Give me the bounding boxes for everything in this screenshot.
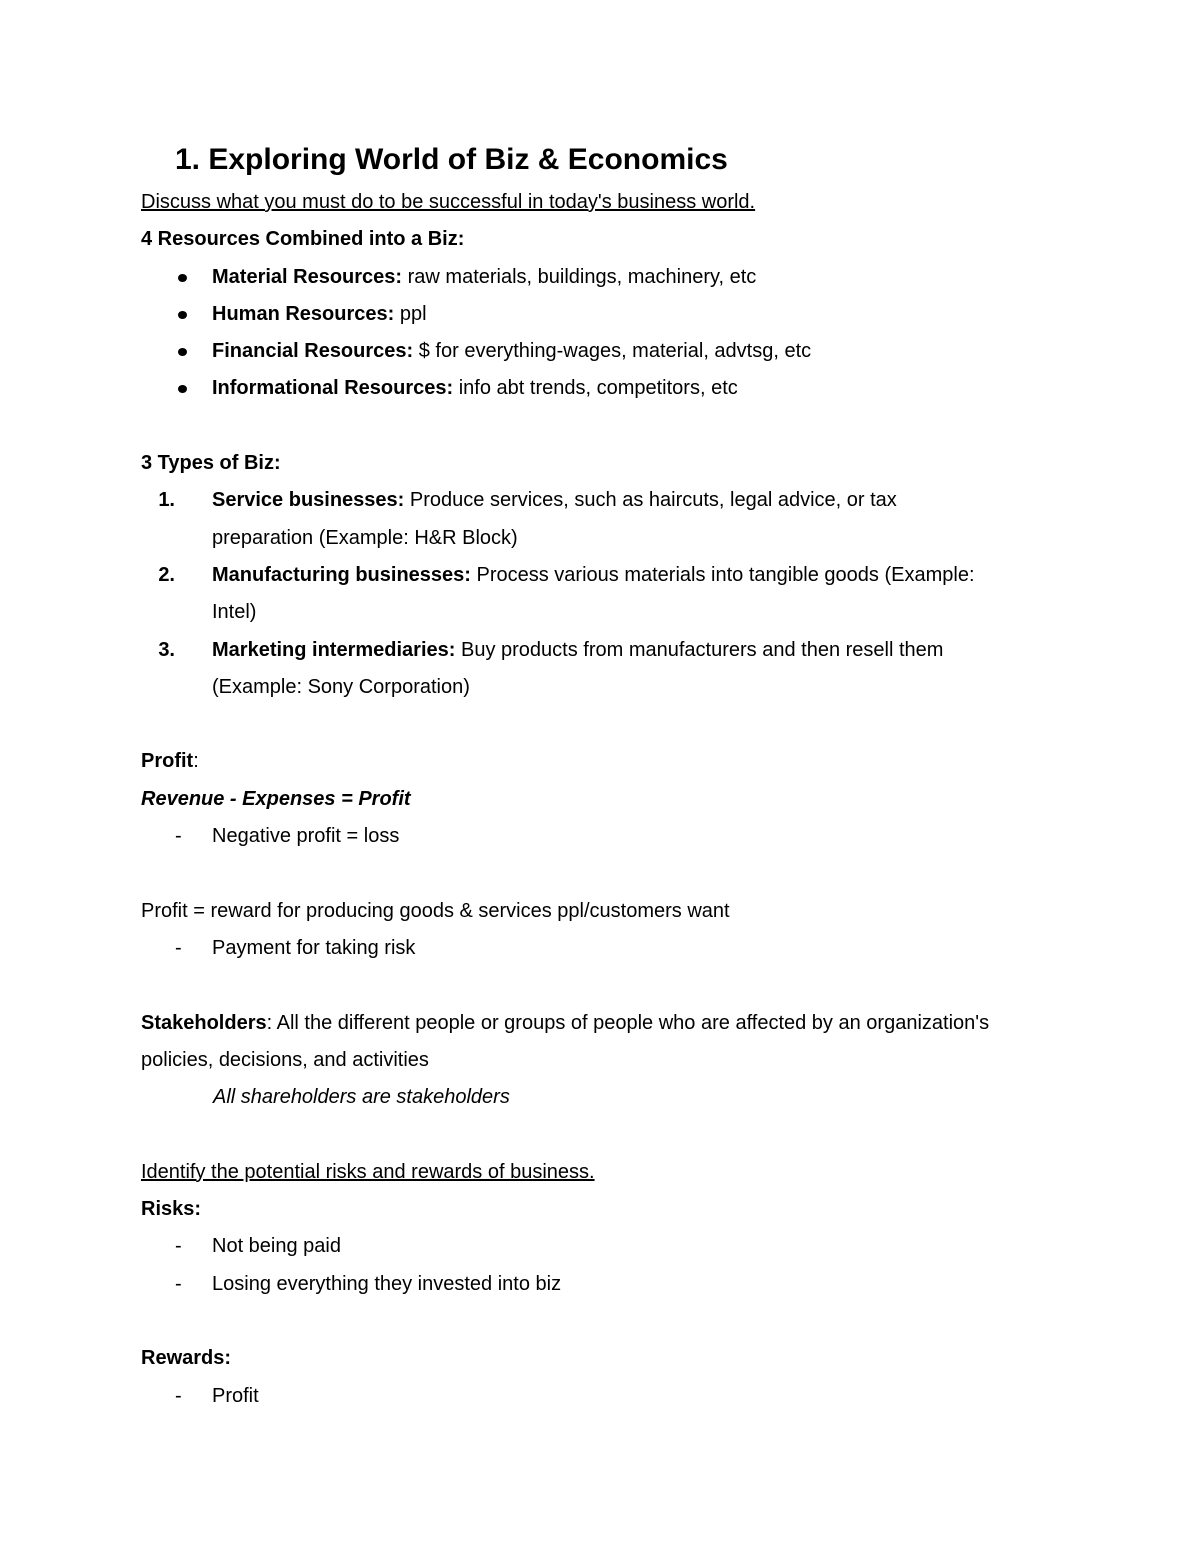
profit-heading: Profit:: [141, 750, 199, 773]
list-item: 3. Marketing intermediaries: Buy products from manufacturers and then resell them: [158, 638, 944, 661]
list-item: Material Resources: raw materials, buildings, machinery, etc: [141, 259, 1071, 296]
list-item: Informational Resources: info abt trends, competitors, etc: [141, 370, 1071, 407]
list-item-continuation: Intel): [212, 601, 257, 624]
stakeholders-continuation: policies, decisions, and activities: [141, 1048, 429, 1071]
objective-2: Identify the potential risks and rewards of business.: [141, 1160, 595, 1183]
bullet-icon: [178, 348, 187, 356]
list-item: - Negative profit = loss: [175, 825, 400, 848]
stakeholders-definition: Stakeholders: All the different people or groups of people who are affected by an organization's: [141, 1011, 990, 1034]
rewards-heading: Rewards:: [141, 1347, 232, 1370]
risks-heading: Risks:: [141, 1198, 202, 1221]
list-item: - Losing everything they invested into biz: [175, 1272, 562, 1295]
stakeholders-note: All shareholders are stakeholders: [213, 1086, 510, 1109]
list-item: 2. Manufacturing businesses: Process various materials into tangible goods (Example:: [158, 563, 975, 586]
list-item-continuation: preparation (Example: H&R Block): [212, 526, 518, 549]
list-item-continuation: (Example: Sony Corporation): [212, 675, 470, 698]
bullet-icon: [178, 385, 187, 393]
list-item: Financial Resources: $ for everything-wages, material, advtsg, etc: [141, 333, 1071, 370]
list-item: Human Resources: ppl: [141, 296, 1071, 333]
types-heading: 3 Types of Biz:: [141, 452, 281, 475]
resources-heading: 4 Resources Combined into a Biz:: [141, 228, 465, 251]
list-item: - Payment for taking risk: [175, 936, 416, 959]
profit-formula: Revenue - Expenses = Profit: [141, 787, 411, 810]
list-item: 1. Service businesses: Produce services, such as haircuts, legal advice, or tax: [158, 489, 897, 512]
document-page: [141, 140, 1071, 1415]
profit-definition: Profit = reward for producing goods & services ppl/customers want: [141, 899, 730, 922]
list-item: - Not being paid: [175, 1235, 341, 1258]
objective-1: Discuss what you must do to be successful in today's business world.: [141, 191, 756, 213]
bullet-icon: [178, 311, 187, 319]
list-item: - Profit: [175, 1384, 259, 1407]
bullet-icon: [178, 274, 187, 282]
page-title: 1. Exploring World of Biz & Economics: [175, 143, 728, 176]
